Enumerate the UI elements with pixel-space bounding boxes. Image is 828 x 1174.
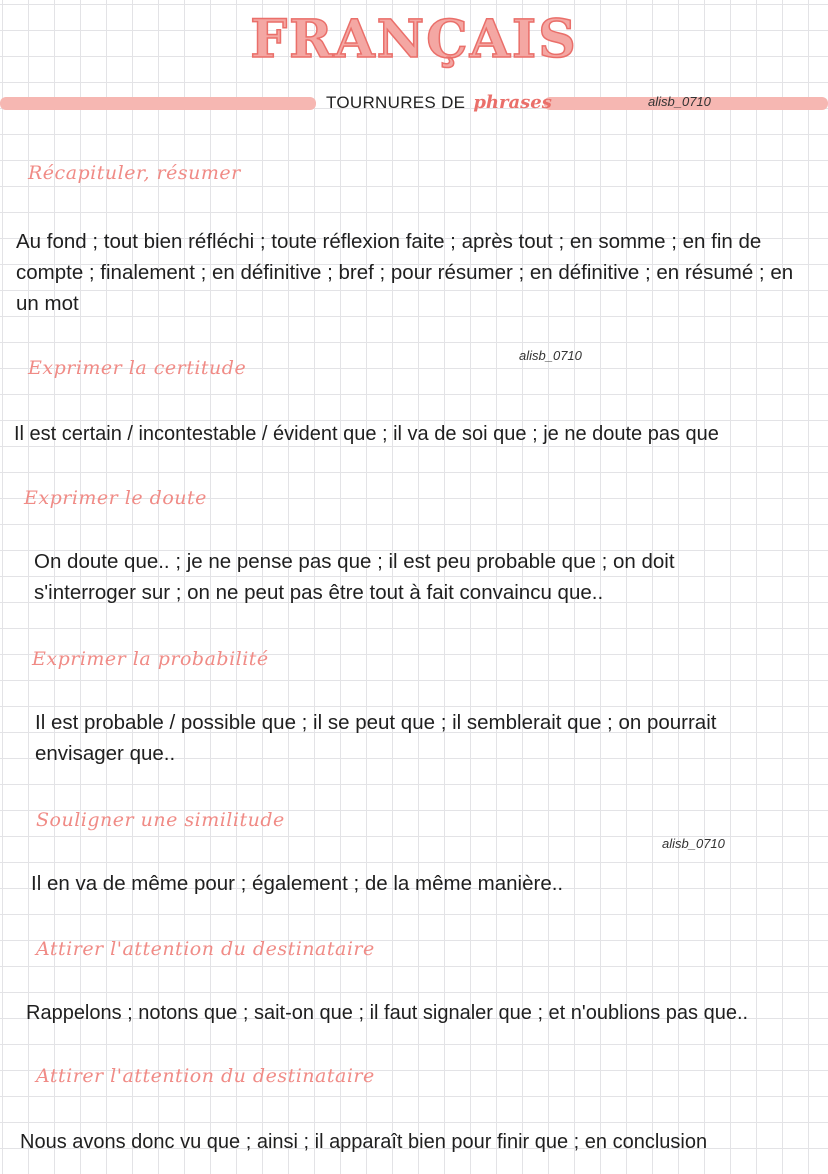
section-title: Attirer l'attention du destinataire [36, 1065, 375, 1087]
section-title: Exprimer le doute [24, 487, 207, 509]
section-title: Attirer l'attention du destinataire [36, 938, 375, 960]
watermark: alisb_0710 [519, 348, 582, 363]
section-body: Rappelons ; notons que ; sait-on que ; il faut signaler que ; et n'oublions pas que.. [26, 1002, 749, 1024]
section-body: Nous avons donc vu que ; ainsi ; il apparaît bien pour finir que ; en conclusion [20, 1131, 708, 1153]
page-subtitle [326, 91, 552, 115]
watermark: alisb_0710 [662, 836, 725, 851]
section-title: Exprimer la probabilité [32, 648, 269, 670]
section-body: Il en va de même pour ; également ; de la même manière.. [31, 872, 564, 895]
section-title: Exprimer la certitude [28, 357, 247, 379]
watermark: alisb_0710 [648, 94, 711, 109]
section-title: Souligner une similitude [36, 809, 285, 831]
page-title: FRANÇAIS [250, 9, 578, 70]
subtitle-text: TOURNURES DE [326, 93, 466, 112]
section-body: On doute que.. ; je ne pense pas que ; il est peu probable que ; on doit s'interroger sur ; on ne peut pas être tout à fait convaincu que.. [34, 550, 675, 604]
header-band-left [0, 97, 316, 110]
section-body: Il est certain / incontestable / évident que ; il va de soi que ; je ne doute pas que [14, 423, 719, 445]
section-body: Au fond ; tout bien réfléchi ; toute réflexion faite ; après tout ; en somme ; en fin de compte ; finalement ; en définitive ; bref ; pour résumer ; en définitive ; en résumé ; en un mot [16, 230, 794, 315]
subtitle-accent-text: phrases [473, 92, 552, 113]
section-body: Il est probable / possible que ; il se peut que ; il semblerait que ; on pourrait envisager que.. [35, 711, 717, 765]
section-title: Récapituler, résumer [28, 162, 241, 184]
